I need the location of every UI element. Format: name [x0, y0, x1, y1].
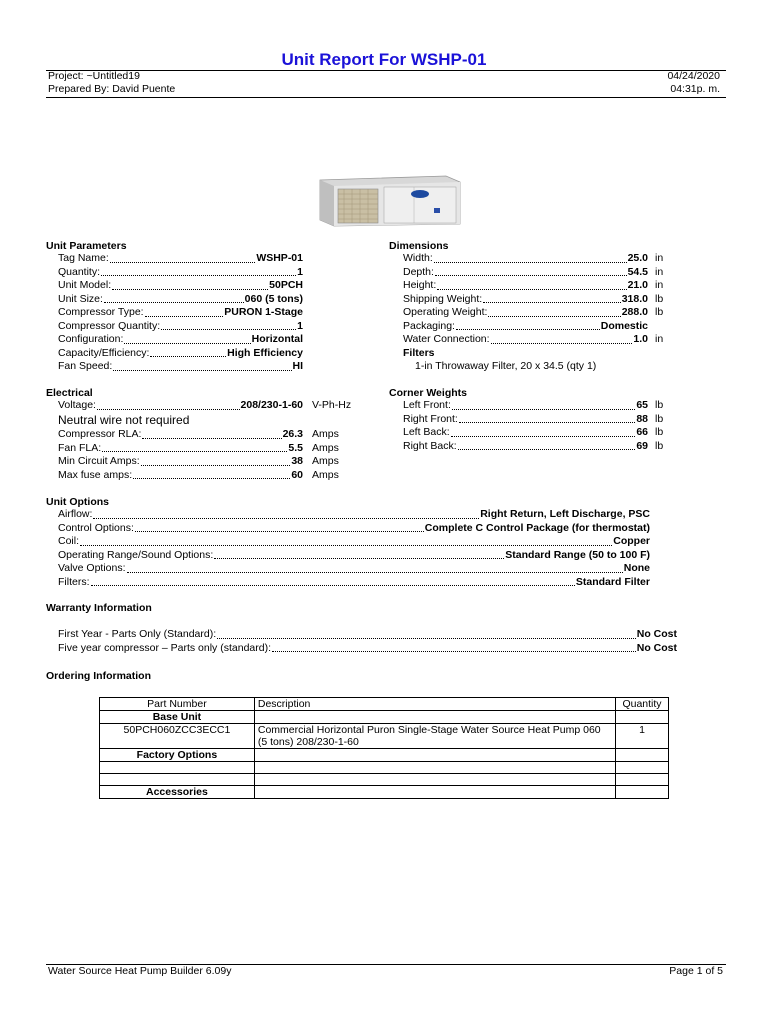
accessories-label: Accessories [100, 786, 255, 799]
cw-row-left-front: Left Front: 65 [403, 399, 648, 411]
base-unit-section-row [100, 711, 669, 724]
param-row-tag-name: Tag Name: WSHP-01 [58, 252, 303, 264]
page-title: Unit Report For WSHP-01 [281, 50, 487, 69]
unit-options-list [58, 508, 650, 589]
cw-row-left-back: Left Back: 66 [403, 426, 648, 438]
param-row-unit-size: Unit Size: 060 (5 tons) [58, 292, 303, 305]
elec-unit-min-circuit-amps: Amps [312, 455, 339, 467]
ordering-heading: Ordering Information [46, 670, 151, 682]
header-row-2 [48, 83, 720, 96]
cw-unit-left-front: lb [655, 399, 664, 411]
param-row-unit-model: Unit Model: 50PCH [58, 279, 303, 291]
prepared-by-label: Prepared By: David Puente [48, 83, 176, 95]
electrical-voltage [58, 399, 303, 413]
warranty-row-five-year: Five year compressor – Parts only (standard): No Cost [58, 641, 677, 654]
header-bottom-rule [46, 97, 726, 98]
dim-row-water-connection: Water Connection: 1.0 [403, 333, 648, 345]
cw-unit-right-front: lb [655, 412, 664, 425]
corner-weights-heading: Corner Weights [389, 387, 467, 399]
dim-unit-packaging [655, 320, 663, 334]
dim-unit-operating-weight: lb [655, 306, 664, 318]
opt-row-filters: Filters: Standard Filter [58, 575, 650, 588]
opt-row-valve-options: Valve Options: None [58, 562, 650, 574]
dim-unit-width: in [655, 252, 664, 264]
elec-row-fan-fla: Fan FLA: 5.5 [58, 441, 303, 454]
ordering-header-row [100, 698, 669, 711]
col-part-number: Part Number [100, 698, 255, 711]
electrical-list [58, 428, 303, 482]
cw-unit-right-back: lb [655, 439, 664, 452]
cw-row-right-front: Right Front: 88 [403, 412, 648, 425]
unit-parameters-list [58, 252, 303, 374]
empty-row [100, 774, 669, 786]
corner-weight-units [655, 399, 663, 453]
dim-row-width: Width: 25.0 [403, 252, 648, 264]
empty-row [100, 762, 669, 774]
dim-row-shipping-weight: Shipping Weight: 318.0 [403, 292, 648, 305]
param-row-capacity-efficiency: Capacity/Efficiency: High Efficiency [58, 346, 303, 359]
elec-row-compressor-rla: Compressor RLA: 26.3 [58, 428, 303, 440]
cw-unit-left-back: lb [655, 426, 664, 438]
electrical-units [312, 428, 339, 482]
param-row-quantity: Quantity: 1 [58, 265, 303, 278]
report-time: 04:31p. m. [670, 83, 720, 95]
footer-page-number: Page 1 of 5 [669, 965, 723, 977]
neutral-wire-note: Neutral wire not required [58, 413, 190, 427]
base-part-number: 50PCH060ZCC3ECC1 [100, 724, 255, 749]
param-row-fan-speed: Fan Speed: HI [58, 360, 303, 372]
filters-heading: Filters [403, 347, 435, 359]
elec-unit-max-fuse-amps: Amps [312, 468, 339, 481]
warranty-row-first-year: First Year - Parts Only (Standard): No Cost [58, 628, 677, 640]
unit-parameters-heading: Unit Parameters [46, 240, 127, 252]
dimensions-heading: Dimensions [389, 240, 449, 252]
dim-unit-shipping-weight: lb [655, 292, 664, 305]
unit-options-heading: Unit Options [46, 496, 109, 508]
opt-row-airflow: Airflow: Right Return, Left Discharge, PSC [58, 508, 650, 520]
factory-options-section-row [100, 749, 669, 762]
accessories-section-row [100, 786, 669, 799]
elec-unit-compressor-rla: Amps [312, 428, 339, 440]
dim-unit-water-connection: in [655, 333, 664, 345]
warranty-heading: Warranty Information [46, 602, 152, 614]
elec-row-max-fuse-amps: Max fuse amps: 60 [58, 468, 303, 481]
param-row-compressor-type: Compressor Type: PURON 1-Stage [58, 306, 303, 318]
wshp-unit-image [314, 170, 462, 228]
opt-row-control-options: Control Options: Complete C Control Package (for thermostat) [58, 521, 650, 534]
cw-row-right-back: Right Back: 69 [403, 439, 648, 452]
ordering-table [99, 697, 669, 799]
dim-unit-height: in [655, 279, 664, 291]
param-row-compressor-quantity: Compressor Quantity: 1 [58, 319, 303, 332]
base-unit-label: Base Unit [100, 711, 255, 724]
project-label: Project: ~Untitled19 [48, 70, 140, 82]
dim-unit-depth: in [655, 265, 664, 278]
dim-row-height: Height: 21.0 [403, 279, 648, 291]
header-row-1 [48, 70, 720, 83]
elec-row-min-circuit-amps: Min Circuit Amps: 38 [58, 455, 303, 467]
dim-row-packaging: Packaging: Domestic [403, 319, 648, 332]
table-row [100, 724, 669, 749]
dim-row-depth: Depth: 54.5 [403, 265, 648, 278]
factory-options-label: Factory Options [100, 749, 255, 762]
filters-text: 1-in Throwaway Filter, 20 x 34.5 (qty 1) [415, 360, 597, 372]
elec-unit-voltage: V-Ph-Hz [312, 399, 352, 411]
elec-row-voltage: Voltage: 208/230-1-60 [58, 399, 303, 411]
dim-row-operating-weight: Operating Weight: 288.0 [403, 306, 648, 318]
footer-app-name: Water Source Heat Pump Builder 6.09y [48, 965, 232, 977]
col-quantity: Quantity [616, 698, 669, 711]
base-description: Commercial Horizontal Puron Single-Stage Water Source Heat Pump 060 (5 tons) 208/230-1-60 [254, 724, 615, 749]
opt-row-operating-range: Operating Range/Sound Options: Standard Range (50 to 100 F) [58, 548, 650, 561]
dimension-units [655, 252, 663, 347]
base-quantity: 1 [616, 724, 669, 749]
col-description: Description [254, 698, 615, 711]
opt-row-coil: Coil: Copper [58, 535, 650, 547]
electrical-heading: Electrical [46, 387, 93, 399]
param-row-configuration: Configuration: Horizontal [58, 333, 303, 345]
report-date: 04/24/2020 [667, 70, 720, 82]
warranty-list [58, 628, 677, 655]
corner-weights-list [403, 399, 648, 453]
elec-unit-fan-fla: Amps [312, 441, 339, 454]
dimensions-list [403, 252, 648, 347]
